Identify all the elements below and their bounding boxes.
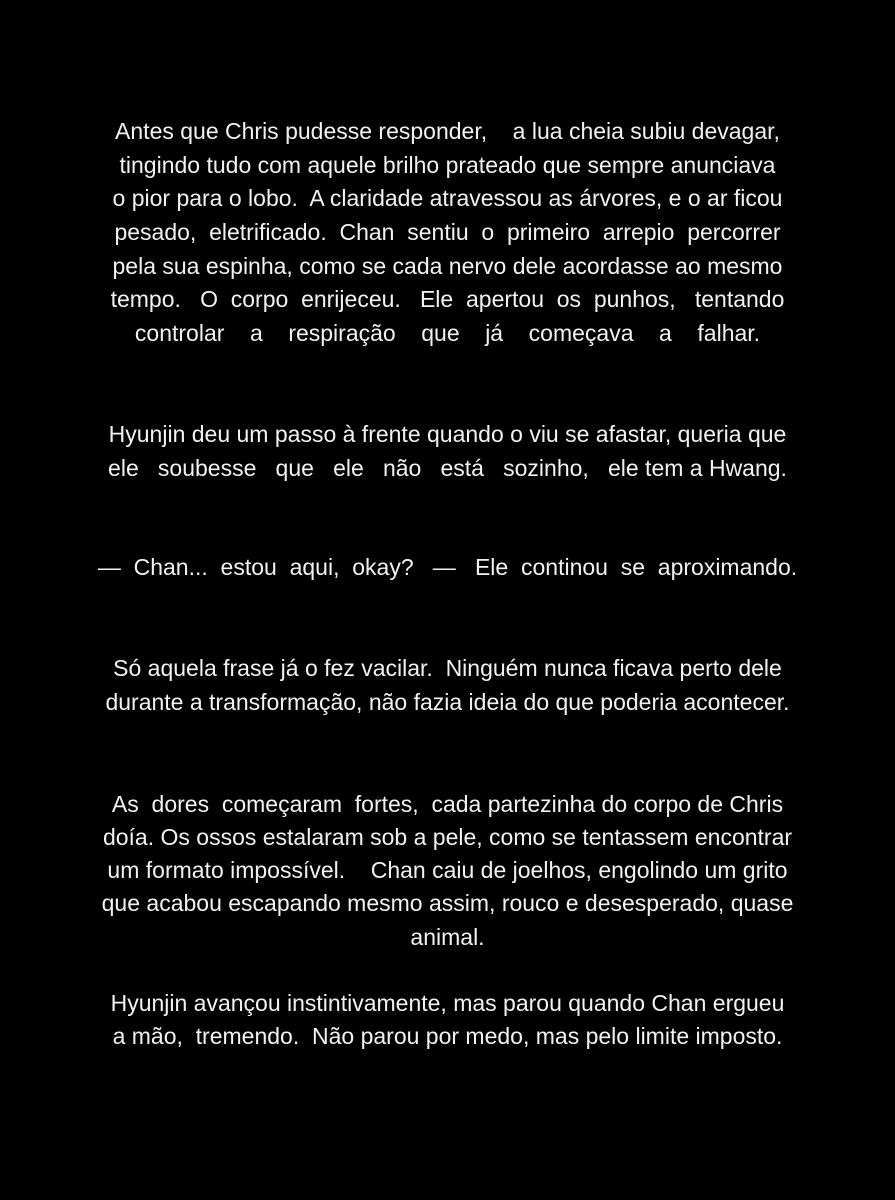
text-line: animal. [410,924,485,950]
text-line: ele soubesse que ele não está sozinho, ele tem a Hwang. [108,455,787,481]
text-line: Só aquela frase já o fez vacilar. Ninguém nunca ficava perto dele [113,655,782,681]
text-line: pesado, eletrificado. Chan sentiu o primeiro arrepio percorrer [114,219,781,245]
text-line: a mão, tremendo. Não parou por medo, mas pelo limite imposto. [112,1023,783,1049]
text-line: que acabou escapando mesmo assim, rouco e desesperado, quase [101,890,794,916]
text-line: pela sua espinha, como se cada nervo dele acordasse ao mesmo [112,253,783,279]
text-line: tempo. O corpo enrijeceu. Ele apertou os punhos, tentando [110,286,785,312]
text-line: Hyunjin avançou instintivamente, mas parou quando Chan ergueu [110,990,785,1016]
text-line: o pior para o lobo. A claridade atravessou as árvores, e o ar ficou [112,185,783,211]
text-line: um formato impossível. Chan caiu de joelhos, engolindo um grito [107,857,788,883]
text-line: Antes que Chris pudesse responder, a lua cheia subiu devagar, [115,118,780,144]
text-line: — Chan... estou aqui, okay? — Ele continou se aproximando. [97,554,798,580]
text-line: Hyunjin deu um passo à frente quando o viu se afastar, queria que [108,421,787,447]
text-line: As dores começaram fortes, cada partezinha do corpo de Chris [111,791,784,817]
text-line: durante a transformação, não fazia ideia do que poderia acontecer. [105,689,790,715]
text-line: tingindo tudo com aquele brilho prateado que sempre anunciava [119,152,776,178]
text-line: doía. Os ossos estalaram sob a pele, como se tentassem encontrar [102,824,793,850]
text-line: controlar a respiração que já começava a falhar. [134,320,761,346]
